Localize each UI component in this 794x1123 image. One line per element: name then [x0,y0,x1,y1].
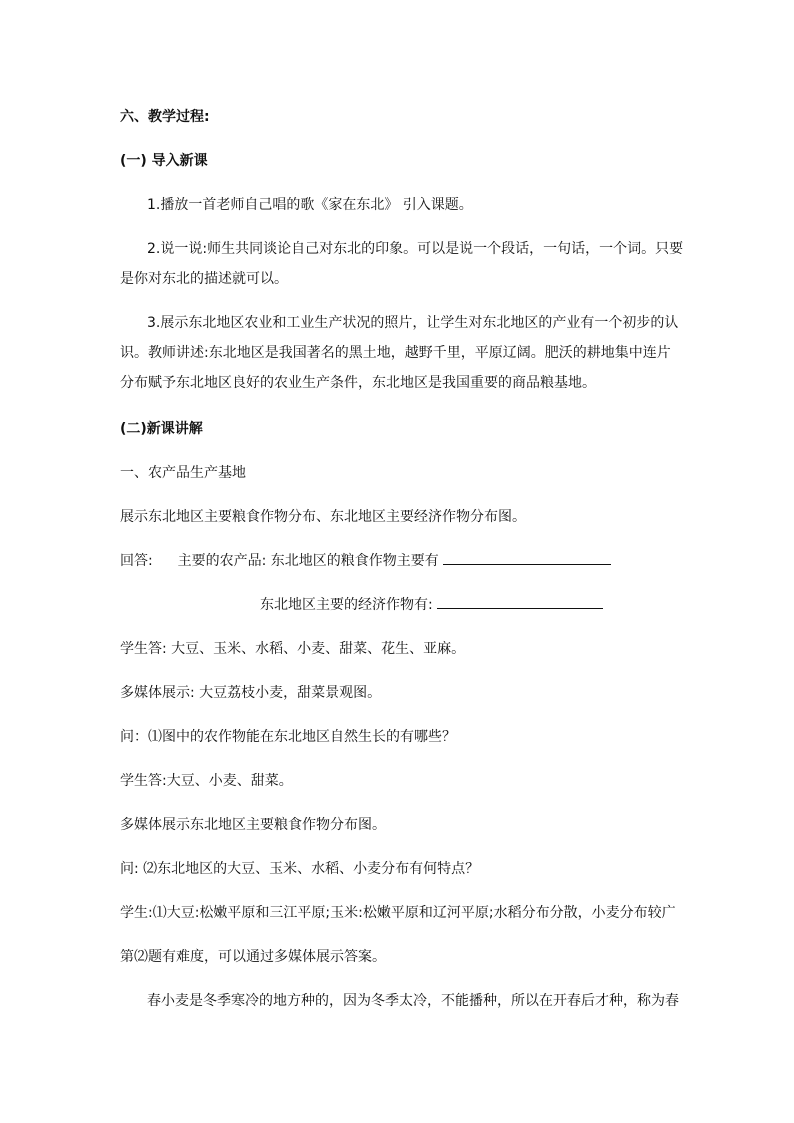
intro-step-3-line-1: 3.展示东北地区农业和工业生产状况的照片，让学生对东北地区的产业有一个初步的认 [147,315,679,331]
answer-cash-row [260,596,603,614]
answer-blank-grain [443,552,611,565]
lesson-subheading: 一、农产品生产基地 [120,465,246,481]
answer-prefix: 回答: [120,553,153,569]
intro-step-2-line-2: 是你对东北的描述就可以。 [120,271,288,287]
multimedia-1: 多媒体展示: 大豆荔枝小麦，甜菜景观图。 [120,685,382,701]
show-maps-text: 展示东北地区主要粮食作物分布、东北地区主要经济作物分布图。 [120,509,526,525]
student-answer-1: 学生答: 大豆、玉米、水稻、小麦、甜菜、花生、亚麻。 [120,641,466,657]
question-2: 问: ⑵东北地区的大豆、玉米、水稻、小麦分布有何特点？ [120,861,480,877]
intro-heading: (一) 导入新课 [120,153,208,169]
answer-blank-cash [437,596,603,609]
intro-step-1: 1.播放一首老师自己唱的歌《家在东北》 引入课题。 [147,197,473,213]
section-title: 六、教学过程: [120,109,210,125]
student-answer-2: 学生答:大豆、小麦、甜菜。 [120,773,293,789]
question-1: 问：⑴图中的农作物能在东北地区自然生长的有哪些？ [120,729,456,745]
student-answer-3: 学生:⑴大豆:松嫩平原和三江平原;玉米:松嫩平原和辽河平原;水稻分布分散，小麦分布较广 [120,905,676,921]
multimedia-2: 多媒体展示东北地区主要粮食作物分布图。 [120,817,386,833]
lesson-heading: (二)新课讲解 [120,421,203,437]
answer-row [120,552,611,570]
answer-cash-label: 东北地区主要的经济作物有: [260,597,433,613]
note-text: 第⑵题有难度，可以通过多媒体展示答案。 [120,949,386,965]
intro-step-2-line-1: 2.说一说:师生共同谈论自己对东北的印象。可以是说一个段话，一句话，一个词。只要 [147,241,684,257]
intro-step-3-line-2: 识。教师讲述:东北地区是我国著名的黑土地，越野千里，平原辽阔。肥沃的耕地集中连片 [120,345,671,361]
intro-step-3-line-3: 分布赋予东北地区良好的农业生产条件，东北地区是我国重要的商品粮基地。 [120,375,596,391]
answer-main-label: 主要的农产品: 东北地区的粮食作物主要有 [177,553,439,569]
spring-wheat-text: 春小麦是冬季寒冷的地方种的，因为冬季太冷，不能播种，所以在开春后才种，称为春 [147,993,679,1009]
